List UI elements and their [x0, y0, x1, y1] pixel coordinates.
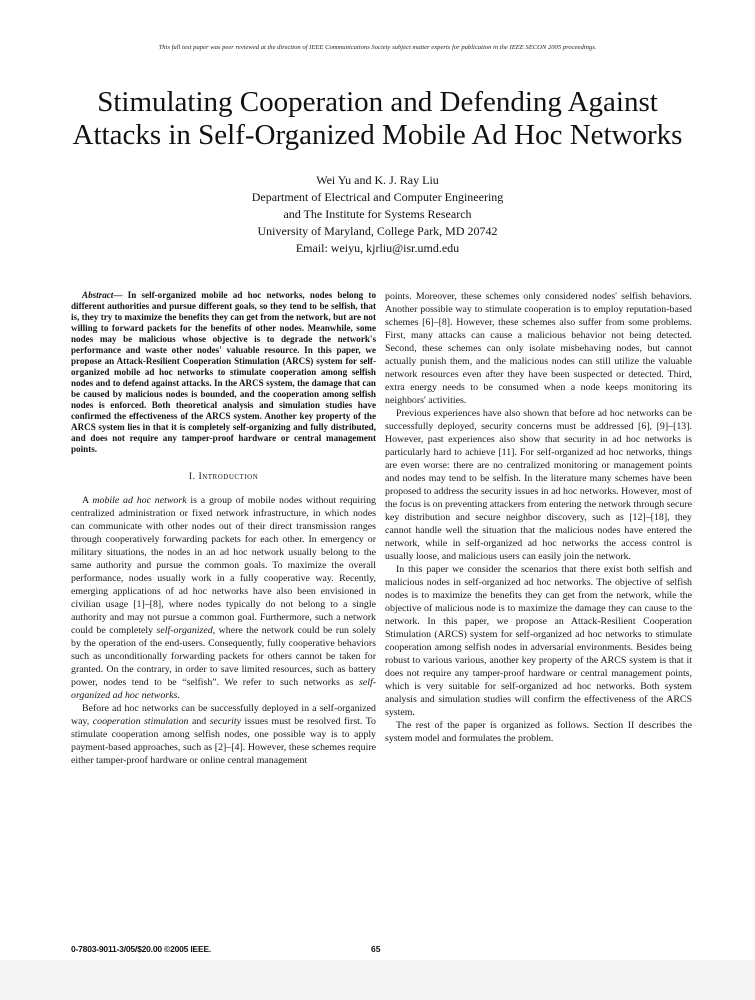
text-run: issues must be resolved first. To stimulate cooperation among selfish nodes, one possible way is to apply payment-based approaches, such as [2]–[4]. However, these schemes require either tamper-proof hardware or online central management — [71, 716, 376, 766]
abstract-label: Abstract — [82, 290, 114, 300]
text-run-italic: self-organized ad hoc networks — [71, 677, 376, 701]
title-line: Attacks in Self-Organized Mobile Ad Hoc Networks — [72, 119, 683, 151]
left-column — [71, 290, 376, 767]
paragraph: The rest of the paper is organized as follows. Section II describes the system model and formulates the problem. — [385, 720, 692, 744]
affiliation-line: University of Maryland, College Park, MD 20742 — [257, 224, 498, 238]
copyright-footer: 0-7803-9011-3/05/$20.00 ©2005 IEEE. — [71, 944, 212, 954]
paragraph: In this paper we consider the scenarios that there exist both selfish and malicious nodes in self-organized ad hoc networks. The objective of selfish nodes is to maximize the benefits they can get from the network, while the objective of malicious node is to maximize the damage they can cause to the network. In this paper, we propose an Attack-Resilient Cooperation Stimulation (ARCS) system for self-organized ad hoc networks to stimulate cooperation among selfish nodes in adversarial environments. Besides being robust to various various, another key property of the ARCS system is that it does not require any tamper-proof hardware or central management points, which is very suitable for self-organized ad hoc networks. Both system analysis and simulation studies will confirm the effectiveness of the ARCS system. — [385, 564, 692, 718]
paragraph-continued: points. Moreover, these schemes only considered nodes' selfish behaviors. Another possible way to stimulate cooperation is to employ reputation-based schemes [6]–[8]. However, these schemes also suffer from some problems. First, many attacks can cause a malicious behavior not being detected. Second, these schemes can only isolate misbehaving nodes, but cannot actually punish them, and the malicious nodes can still utilize the valuable network resources even after they have been suspected or detected. Third, extra energy needs to be consumed when a node keeps monitoring its neighbors' activities. — [385, 291, 692, 406]
text-run: Before ad hoc networks can be successfully deployed in a self-organized way, — [71, 703, 376, 727]
paragraph: Previous experiences have also shown that before ad hoc networks can be successfully deployed, security concerns must be addressed [6], [9]–[13]. However, past experiences also show that security in ad hoc networks is particularly hard to achieve [11]. For self-organized ad hoc networks, things are even worse: there are no centralized monitoring or management points and nodes may tend to be selfish. In the literature many schemes have been proposed to address the security issues in ad hoc networks. However, most of the focus is on preventing attackers from entering the network through secure key distribution and secure neighbor discovery, such as [12]–[18], they cannot handle well the situation that the malicious nodes have entered the network, while in self-organized ad hoc networks the access control is usually loose, and malicious users can easily join the network. — [385, 408, 692, 562]
text-run: and — [188, 716, 210, 727]
section-title: Introduction — [198, 471, 259, 482]
abstract — [71, 290, 376, 455]
author-block — [0, 172, 755, 257]
affiliation-line: and The Institute for Systems Research — [283, 207, 472, 221]
affiliation-line: Department of Electrical and Computer Engineering — [251, 190, 504, 204]
text-run: is a group of mobile nodes without requiring centralized administration or fixed network infrastructure, in which nodes can communicate with other nodes out of their direct transmission ranges through cooperatively forwarding packets for each other. In emergency or military situations, the nodes in an ad hoc network usually belong to the same authority and pursue the common goals. To maximize the overall performance, nodes usually work in a fully cooperative way. Recently, emerging applications of ad hoc networks have also been envisioned in civilian usage [1]–[8], where nodes typically do not belong to a single authority and may not pursue a common goal. Furthermore, such a network could be completely — [71, 495, 376, 636]
paper-title — [30, 86, 725, 152]
text-run-italic: security — [209, 716, 241, 727]
abstract-text: — In self-organized mobile ad hoc networks, nodes belong to different authorities and pursue different goals, so they tend to be selfish, that is, they try to maximize the benefits they can get from the network, but are not willing to forward packets for the benefits of other nodes. Meanwhile, some nodes may be malicious whose objective is to degrade the network's performance and waste other nodes' valuable resource. In this paper, we propose an Attack-Resilient Cooperation Stimulation (ARCS) system for self-organized mobile ad hoc networks to stimulate cooperation among selfish nodes and to defend against attacks. In the ARCS system, the damage that can be caused by malicious nodes is bounded, and the cooperation among selfish nodes is enforced. Both theoretical analysis and simulation studies have confirmed the effectiveness of the ARCS system. Another key property of the ARCS system lies in that it is completely self-organizing and fully distributed, and does not require any tamper-proof hardware or central management points. — [71, 290, 376, 454]
intro-paragraph-2 — [71, 702, 376, 767]
intro-paragraph-1 — [71, 494, 376, 702]
title-line: Stimulating Cooperation and Defending Against — [97, 86, 658, 118]
text-run: , where the network could be run solely by the operation of the end-users. Consequently, fully cooperative behaviors such as unconditionally forwarding packets for others cannot be taken for granted. On the contrary, in order to save limited resources, such as battery power, nodes tend to be “selfish”. We refer to such networks as — [71, 625, 376, 688]
text-run-italic: self-organized — [156, 625, 213, 636]
page-number: 65 — [371, 944, 381, 954]
author-email: Email: weiyu, kjrliu@isr.umd.edu — [295, 241, 460, 255]
author-names: Wei Yu and K. J. Ray Liu — [316, 173, 439, 187]
text-run-italic: mobile ad hoc network — [92, 495, 187, 506]
text-run-italic: cooperation stimulation — [92, 716, 189, 727]
section-number: I. — [188, 471, 196, 482]
text-run: . — [177, 690, 180, 701]
section-heading — [71, 470, 376, 483]
right-column — [385, 290, 692, 745]
text-run: A — [82, 495, 93, 506]
viewer-background — [0, 960, 755, 1000]
peer-review-note: This full text paper was peer reviewed at the direction of IEEE Communications Society subject matter experts for publication in the IEEE SECON 2005 proceedings. — [158, 44, 597, 51]
